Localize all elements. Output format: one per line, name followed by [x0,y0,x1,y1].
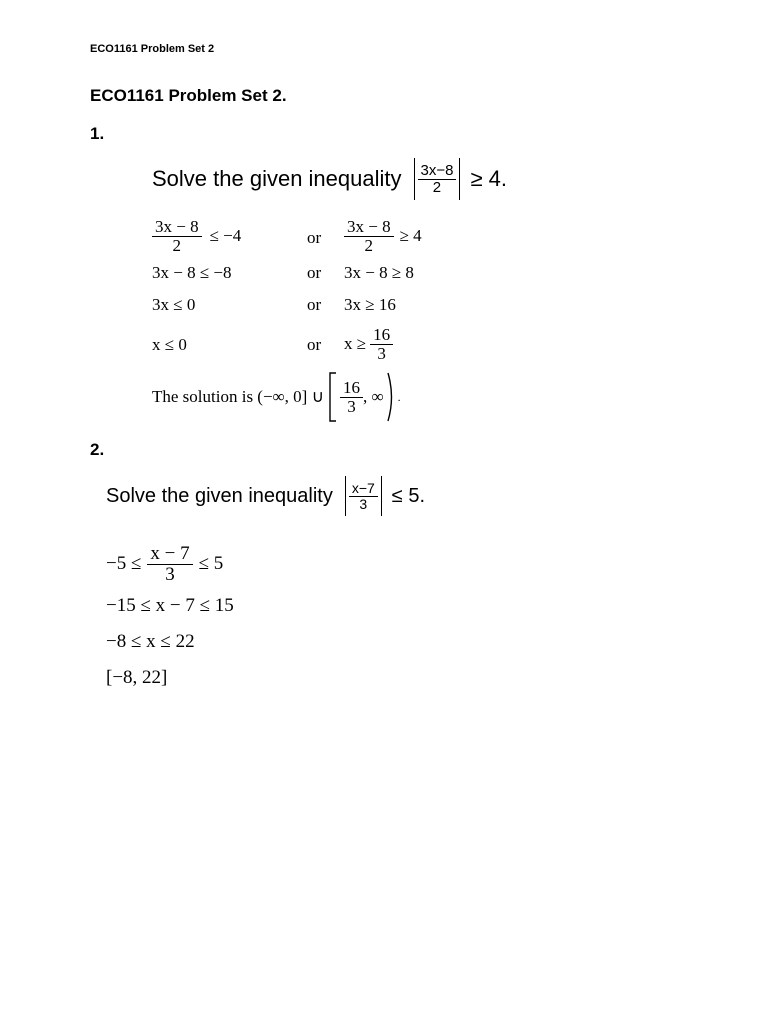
p2-step4: [−8, 22] [106,667,168,688]
p2-step1-fraction [147,544,192,585]
p1-row1-or: or [307,228,322,247]
fraction-denominator: 3 [377,343,386,363]
p2-step1 [106,537,223,591]
running-header: ECO1161 Problem Set 2 [90,43,215,55]
fraction-denominator: 2 [172,235,182,255]
p1-row1-right-fraction [344,218,394,255]
problem-2-prompt [106,474,425,518]
fraction-numerator: 3x − 8 [155,216,199,236]
p1-solution-tail: , ∞ [363,387,384,406]
p1-row1-left [152,212,241,260]
p1-row2-left: 3x − 8 ≤ −8 [152,263,232,282]
p1-solution-fraction [340,379,363,416]
problem-2-absolute-value [345,476,382,516]
document-title: ECO1161 Problem Set 2. [90,86,287,105]
fraction-denominator: 2 [432,178,442,196]
problem-1-prompt-relation: ≥ 4. [470,166,507,191]
fraction-numerator: 3x−8 [420,161,454,179]
p2-step1-right: ≤ 5 [198,553,224,574]
p1-solution-text: The solution is (−∞, 0] ∪ [152,387,325,406]
fraction-numerator: x − 7 [150,542,190,564]
p2-step2: −15 ≤ x − 7 ≤ 15 [106,595,234,616]
fraction-denominator: 3 [165,563,175,585]
problem-1-prompt [152,156,507,202]
p1-row4-right-lhs: x ≥ [344,334,367,353]
fraction-denominator: 3 [347,396,356,416]
p1-row4-left: x ≤ 0 [152,335,187,354]
problem-1-number: 1. [90,124,105,143]
p1-solution-end: . [397,389,401,404]
p2-step1-left: −5 ≤ [106,553,142,574]
p1-row1-left-relation: ≤ −4 [209,226,242,245]
p1-row2-right: 3x − 8 ≥ 8 [344,263,414,282]
p1-row4-right-fraction [370,326,393,363]
problem-1-absolute-value [414,158,461,200]
fraction-numerator: 16 [373,324,391,344]
fraction-numerator: x−7 [351,479,375,496]
p1-row3-or: or [307,295,322,314]
p1-row4-or: or [307,335,322,354]
p1-row4-right [344,318,393,370]
p1-row3-right: 3x ≥ 16 [344,295,396,314]
p1-row2-or: or [307,263,322,282]
fraction-denominator: 2 [364,235,374,255]
p2-step3: −8 ≤ x ≤ 22 [106,631,195,652]
problem-2-number: 2. [90,440,105,459]
fraction-numerator: 16 [343,377,361,397]
p1-row1-left-fraction [152,218,202,255]
p1-row1-right-relation: ≥ 4 [399,226,422,245]
problem-2-prompt-text: Solve the given inequality [106,484,333,507]
right-paren-icon [386,371,396,423]
fraction-numerator: 3x − 8 [347,216,391,236]
p1-row1-right [344,212,422,260]
fraction-denominator: 3 [359,495,368,512]
left-bracket-icon [328,371,338,423]
problem-1-prompt-text: Solve the given inequality [152,166,402,191]
p1-solution [152,370,401,424]
problem-2-prompt-fraction [349,481,378,511]
problem-1-prompt-fraction [418,163,457,196]
problem-2-prompt-relation: ≤ 5. [391,484,426,507]
p1-row3-left: 3x ≤ 0 [152,295,196,314]
